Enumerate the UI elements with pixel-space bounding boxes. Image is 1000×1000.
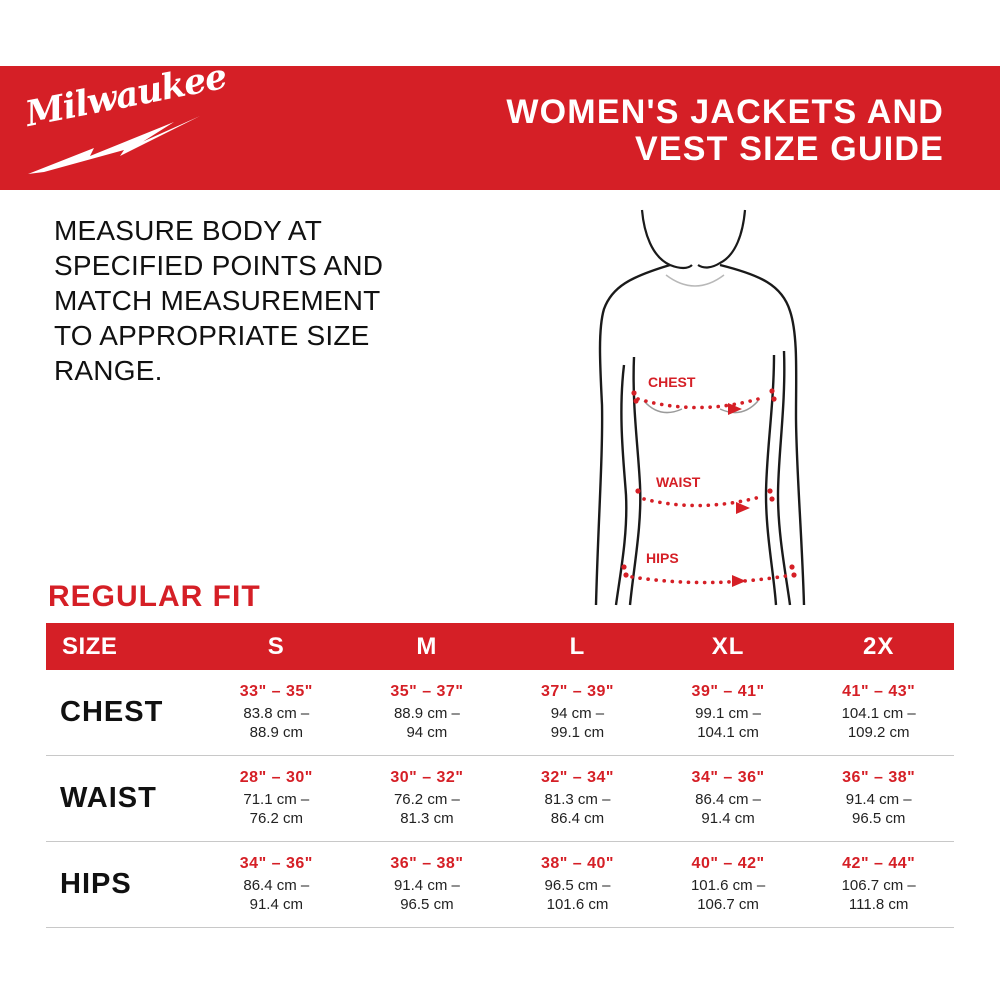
cm-range-end: 99.1 cm xyxy=(550,724,605,741)
neck-outline-right xyxy=(698,210,745,267)
size-table xyxy=(46,623,954,928)
logo-wordmark: Milwaukee xyxy=(22,55,230,135)
table-row-chest xyxy=(46,670,954,756)
title-line-2: VEST SIZE GUIDE xyxy=(635,130,944,168)
lightning-bolt-icon xyxy=(24,112,204,176)
cm-range-start: 83.8 cm – xyxy=(243,705,310,722)
cm-range-end: 96.5 cm xyxy=(851,810,906,827)
table-row-hips xyxy=(46,842,954,928)
table-cell xyxy=(352,855,503,914)
fit-title: REGULAR FIT xyxy=(48,580,261,613)
table-cell xyxy=(803,683,954,742)
header-cell-m: M xyxy=(416,632,438,660)
row-label-hips: HIPS xyxy=(60,868,132,900)
waist-measure-line xyxy=(635,488,774,514)
page-title xyxy=(506,94,944,168)
header-cell-2x: 2X xyxy=(862,632,895,660)
cm-range-start: 81.3 cm – xyxy=(544,791,611,808)
cm-range-end: 111.8 cm xyxy=(848,896,909,913)
table-row-waist xyxy=(46,756,954,842)
inch-range: 36" – 38" xyxy=(842,769,916,786)
body-measurement-figure xyxy=(560,205,850,610)
header-banner xyxy=(0,55,1000,190)
table-cell xyxy=(201,683,352,742)
hips-measure-line xyxy=(621,564,796,587)
cm-range-start: 96.5 cm – xyxy=(544,877,611,894)
inch-range: 41" – 43" xyxy=(842,683,916,700)
cm-range-end: 91.4 cm xyxy=(701,810,755,827)
cm-range-start: 94 cm – xyxy=(550,705,605,722)
table-cell xyxy=(502,769,653,828)
table-cell xyxy=(352,769,503,828)
cm-range-end: 106.7 cm xyxy=(697,896,759,913)
title-line-1: WOMEN'S JACKETS AND xyxy=(506,93,944,131)
table-cell xyxy=(352,683,503,742)
right-arm-outline xyxy=(720,265,804,605)
table-cell xyxy=(803,855,954,914)
table-cell xyxy=(201,769,352,828)
cm-range-start: 104.1 cm – xyxy=(841,705,916,722)
inch-range: 33" – 35" xyxy=(239,683,313,700)
table-cell xyxy=(653,683,804,742)
cm-range-end: 86.4 cm xyxy=(550,810,605,827)
table-cell xyxy=(502,855,653,914)
inch-range: 30" – 32" xyxy=(390,769,464,786)
inch-range: 34" – 36" xyxy=(691,769,765,786)
cm-range-start: 91.4 cm – xyxy=(845,791,912,808)
cm-range-end: 104.1 cm xyxy=(697,724,759,741)
table-cell xyxy=(803,769,954,828)
cm-range-start: 86.4 cm – xyxy=(695,791,762,808)
cm-range-start: 91.4 cm – xyxy=(393,877,460,894)
cm-range-end: 81.3 cm xyxy=(400,810,454,827)
header-cell-l: L xyxy=(569,632,586,660)
row-label-chest: CHEST xyxy=(60,696,164,728)
table-header-row xyxy=(46,623,954,670)
inch-range: 40" – 42" xyxy=(691,855,765,872)
cm-range-start: 88.9 cm – xyxy=(393,705,460,722)
cm-range-start: 101.6 cm – xyxy=(690,877,766,894)
cm-range-start: 86.4 cm – xyxy=(243,877,310,894)
waist-label: WAIST xyxy=(656,474,701,490)
collarbone xyxy=(666,275,724,286)
milwaukee-logo xyxy=(22,55,230,176)
inch-range: 37" – 39" xyxy=(540,683,615,700)
table-cell xyxy=(502,683,653,742)
cm-range-end: 101.6 cm xyxy=(546,896,609,913)
chest-label: CHEST xyxy=(648,374,696,390)
cm-range-start: 106.7 cm – xyxy=(841,877,916,894)
cm-range-end: 76.2 cm xyxy=(249,810,303,827)
header-cell-xl: XL xyxy=(711,632,745,660)
inch-range: 39" – 41" xyxy=(691,683,765,700)
table-cell xyxy=(653,769,804,828)
table-cell xyxy=(201,855,352,914)
hips-label: HIPS xyxy=(646,550,679,566)
inch-range: 38" – 40" xyxy=(540,855,615,872)
cm-range-end: 88.9 cm xyxy=(249,724,303,741)
right-inner-arm xyxy=(778,351,790,605)
cm-range-end: 96.5 cm xyxy=(400,896,454,913)
inch-range: 34" – 36" xyxy=(239,855,313,872)
inch-range: 32" – 34" xyxy=(540,769,615,786)
header-cell-s: S xyxy=(267,632,285,660)
inch-range: 36" – 38" xyxy=(390,855,464,872)
inch-range: 28" – 30" xyxy=(239,769,313,786)
inch-range: 35" – 37" xyxy=(390,683,464,700)
cm-range-start: 71.1 cm – xyxy=(243,791,310,808)
cm-range-end: 91.4 cm xyxy=(249,896,303,913)
header-cell-size: SIZE xyxy=(62,632,118,660)
cm-range-end: 94 cm xyxy=(406,724,448,741)
measure-instructions: MEASURE BODY AT SPECIFIED POINTS AND MATCH MEASUREMENT TO APPROPRIATE SIZE RANGE. xyxy=(54,215,384,386)
row-label-waist: WAIST xyxy=(60,782,157,814)
inch-range: 42" – 44" xyxy=(842,855,916,872)
chest-measure-line xyxy=(631,388,776,415)
cm-range-end: 109.2 cm xyxy=(847,724,910,741)
neck-outline xyxy=(642,210,692,268)
cm-range-start: 76.2 cm – xyxy=(393,791,460,808)
table-cell xyxy=(653,855,804,914)
cm-range-start: 99.1 cm – xyxy=(695,705,762,722)
